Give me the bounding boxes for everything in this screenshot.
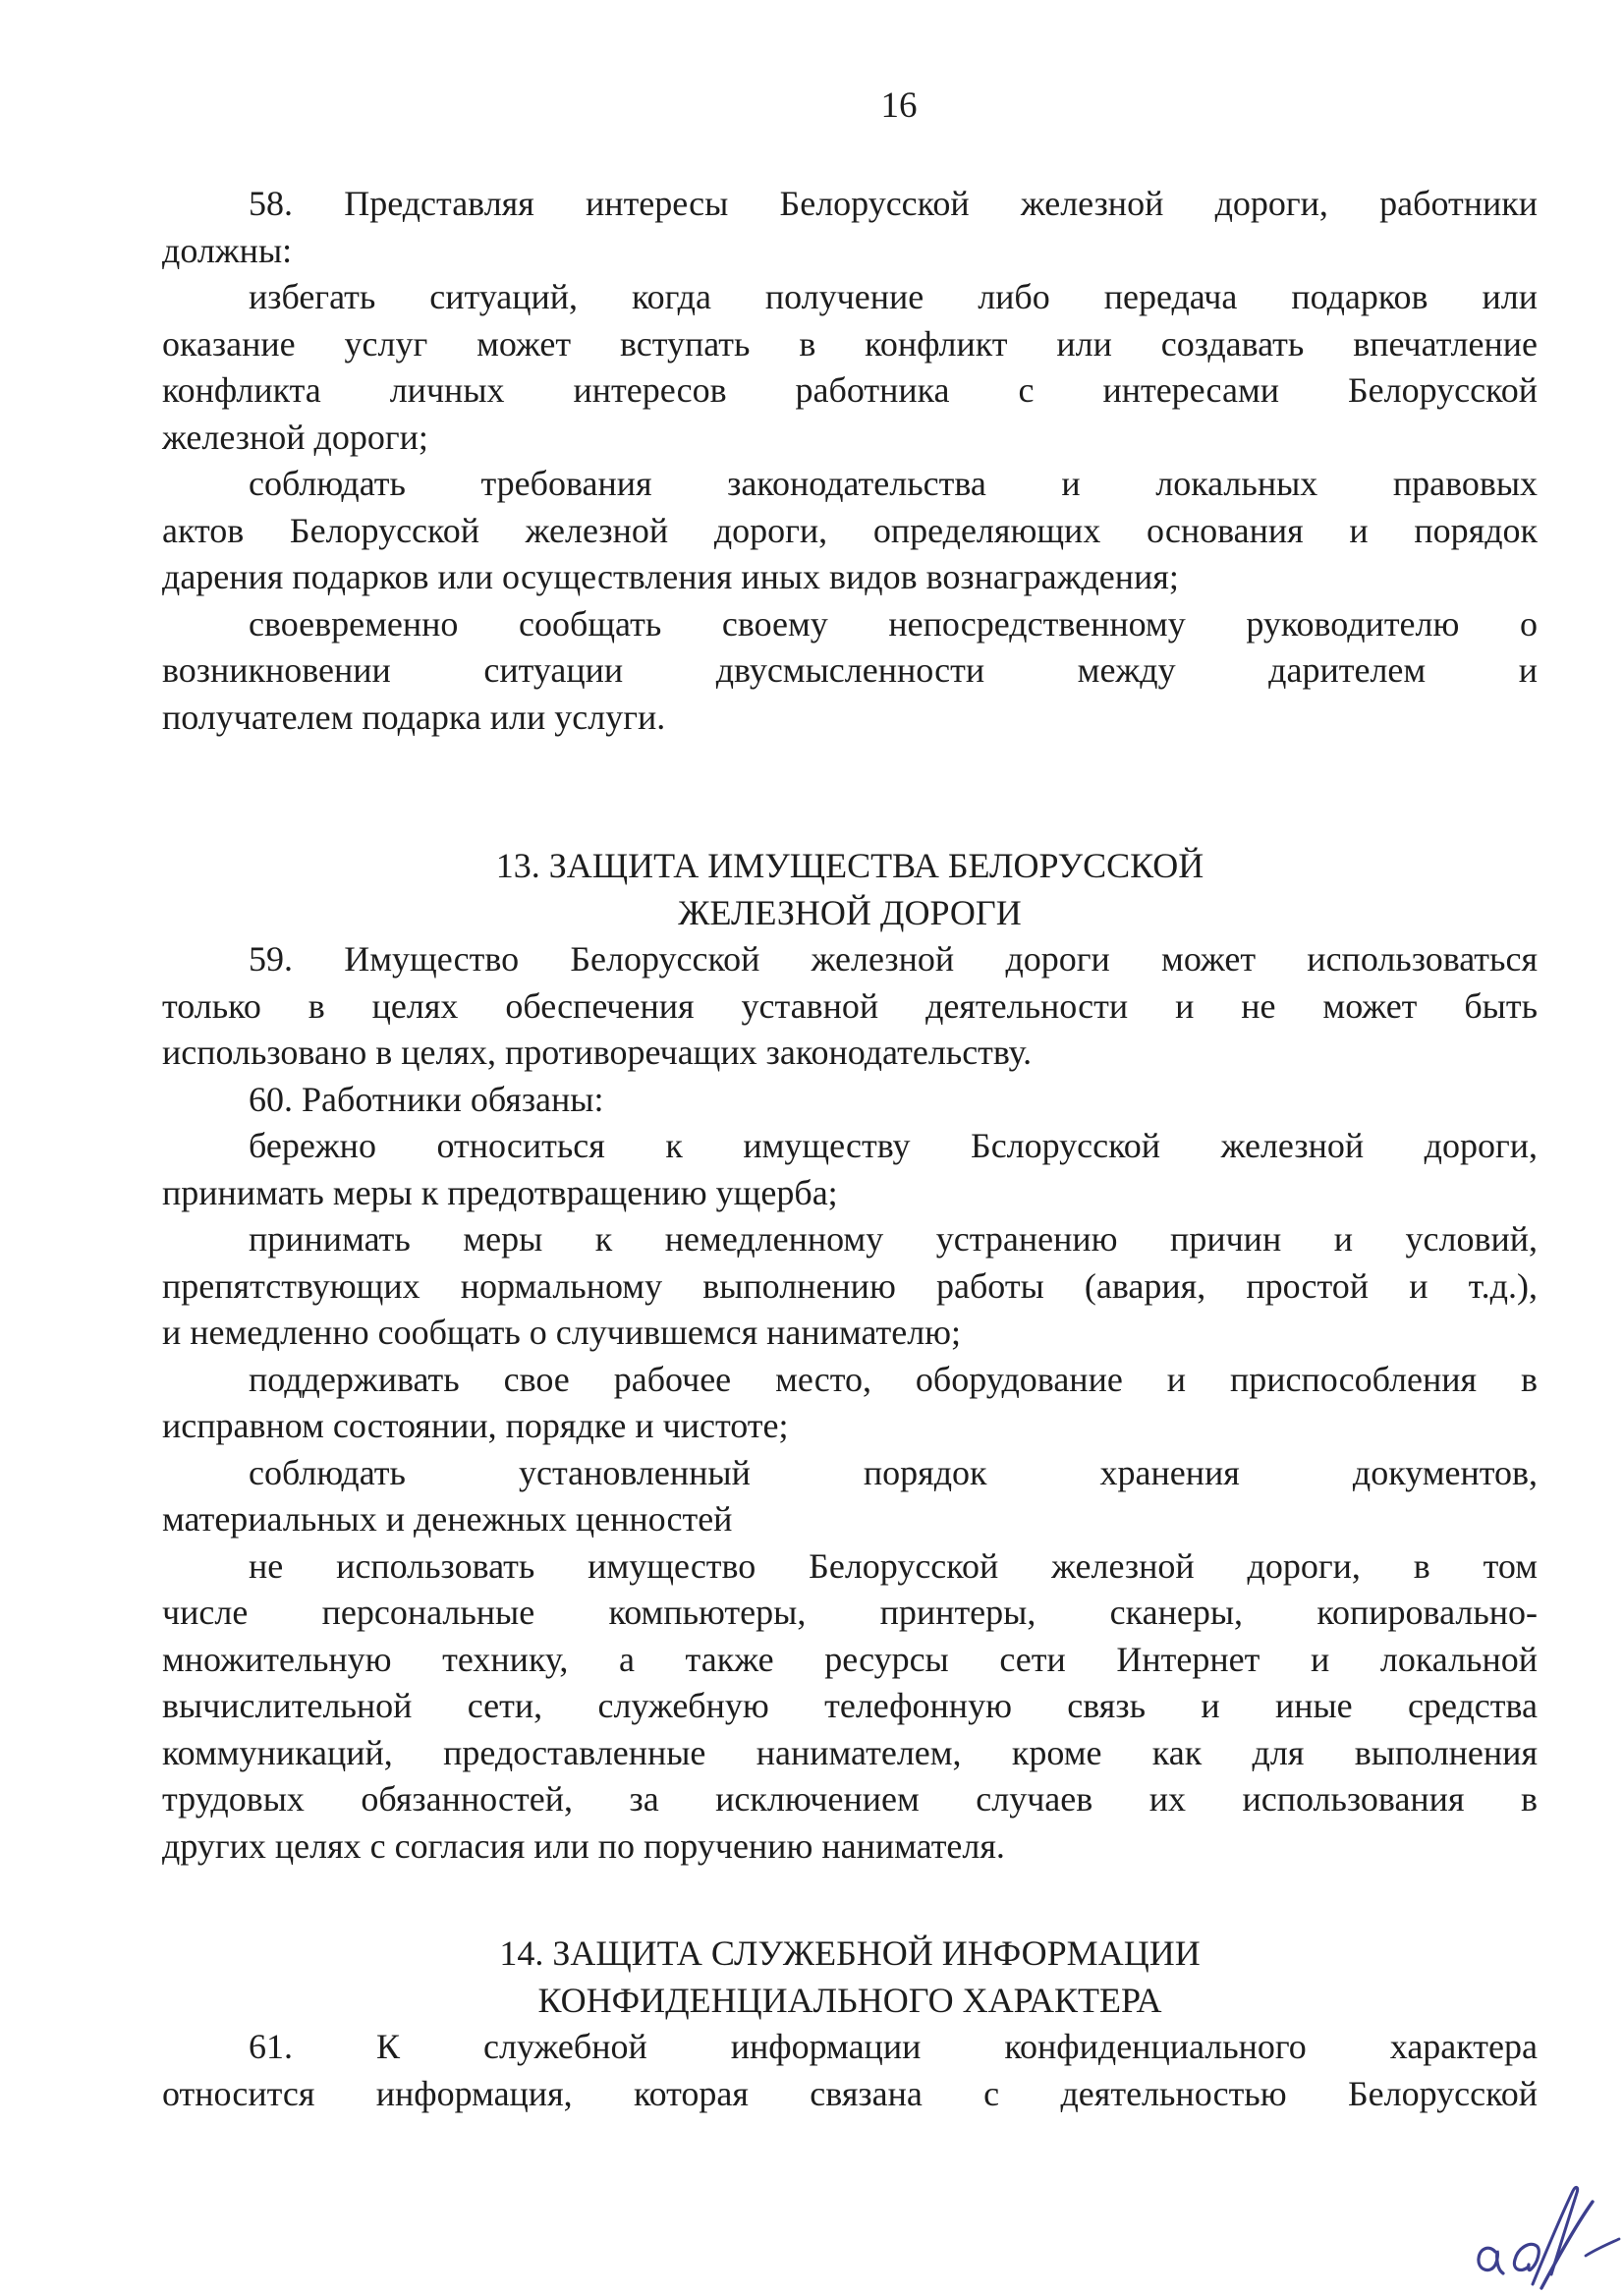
section-gap [162,741,1538,843]
text-line: числе персональные компьютеры, принтеры, сканеры, копировально- [162,1593,1538,1632]
page-number: 16 [880,85,918,126]
section-heading-line: ЖЕЛЕЗНОЙ ДОРОГИ [678,892,1022,932]
text-line: железной дороги; [162,417,428,457]
text-line: 60. Работники обязаны: [249,1079,604,1119]
text-line: 59. Имущество Белорусской железной дороги может использоваться [249,939,1538,979]
section-gap [162,1870,1538,1931]
text-line: относится информация, которая связана с деятельностью Белорусской [162,2073,1538,2113]
text-line: принимать меры к предотвращению ущерба; [162,1172,838,1212]
text-line: избегать ситуаций, когда получение либо передача подарков или [249,277,1538,316]
section-heading-line: 14. ЗАЩИТА СЛУЖЕБНОЙ ИНФОРМАЦИИ [499,1933,1201,1973]
text-line: вычислительной сети, служебную телефонную связь и иные средства [162,1686,1538,1725]
text-line: 58. Представляя интересы Белорусской железной дороги, работники [249,184,1538,223]
section-heading-line: КОНФИДЕНЦИАЛЬНОГО ХАРАКТЕРА [537,1980,1162,2020]
signature [1472,2176,1621,2292]
document-body [162,181,1538,2117]
text-line: принимать меры к немедленному устранению причин и условий, [249,1219,1538,1259]
text-line: актов Белорусской железной дороги, определяющих основания и порядок [162,510,1538,550]
text-line: не использовать имущество Белорусской железной дороги, в том [249,1545,1538,1586]
text-line: возникновении ситуации двусмысленности между дарителем и [162,650,1538,690]
text-line: препятствующих нормальному выполнению работы (авария, простой и т.д.), [162,1265,1538,1306]
text-line: исправном состоянии, порядке и чистоте; [162,1406,789,1445]
text-line: оказание услуг может вступать в конфликт или создавать впечатление [162,323,1538,364]
text-line: должны: [162,230,293,270]
text-line: трудовых обязанностей, за исключением случаев их использования в [162,1779,1538,1819]
text-line: дарения подарков или осуществления иных видов вознаграждения; [162,557,1179,596]
text-line: и немедленно сообщать о случившемся нанимателю; [162,1313,962,1352]
text-line: своевременно сообщать своему непосредственному руководителю о [249,603,1538,644]
text-line: использовано в целях, противоречащих законодательству. [162,1033,1033,1072]
text-line: других целях с согласия или по поручению нанимателя. [162,1825,1005,1866]
text-line: множительную технику, а также ресурсы сети Интернет и локальной [162,1639,1538,1679]
text-line: 61. К служебной информации конфиденциального характера [249,2027,1538,2066]
text-line: только в целях обеспечения уставной деятельности и не может быть [162,985,1538,1026]
text-line: бережно относиться к имуществу Бслорусской железной дороги, [249,1126,1538,1165]
text-line: получателем подарка или услуги. [162,697,666,737]
text-line: соблюдать требования законодательства и локальных правовых [249,464,1538,503]
section-heading-line: 13. ЗАЩИТА ИМУЩЕСТВА БЕЛОРУССКОЙ [495,846,1204,885]
text-line: соблюдать установленный порядок хранения документов, [249,1452,1538,1492]
signature-strokes [1472,2176,1621,2292]
text-line: коммуникаций, предоставленные нанимателем, кроме как для выполнения [162,1732,1538,1772]
text-line: материальных и денежных ценностей [162,1499,733,1539]
text-line: конфликта личных интересов работника с интересами Белорусской [162,370,1538,410]
text-line: поддерживать свое рабочее место, оборудование и приспособления в [249,1359,1538,1399]
